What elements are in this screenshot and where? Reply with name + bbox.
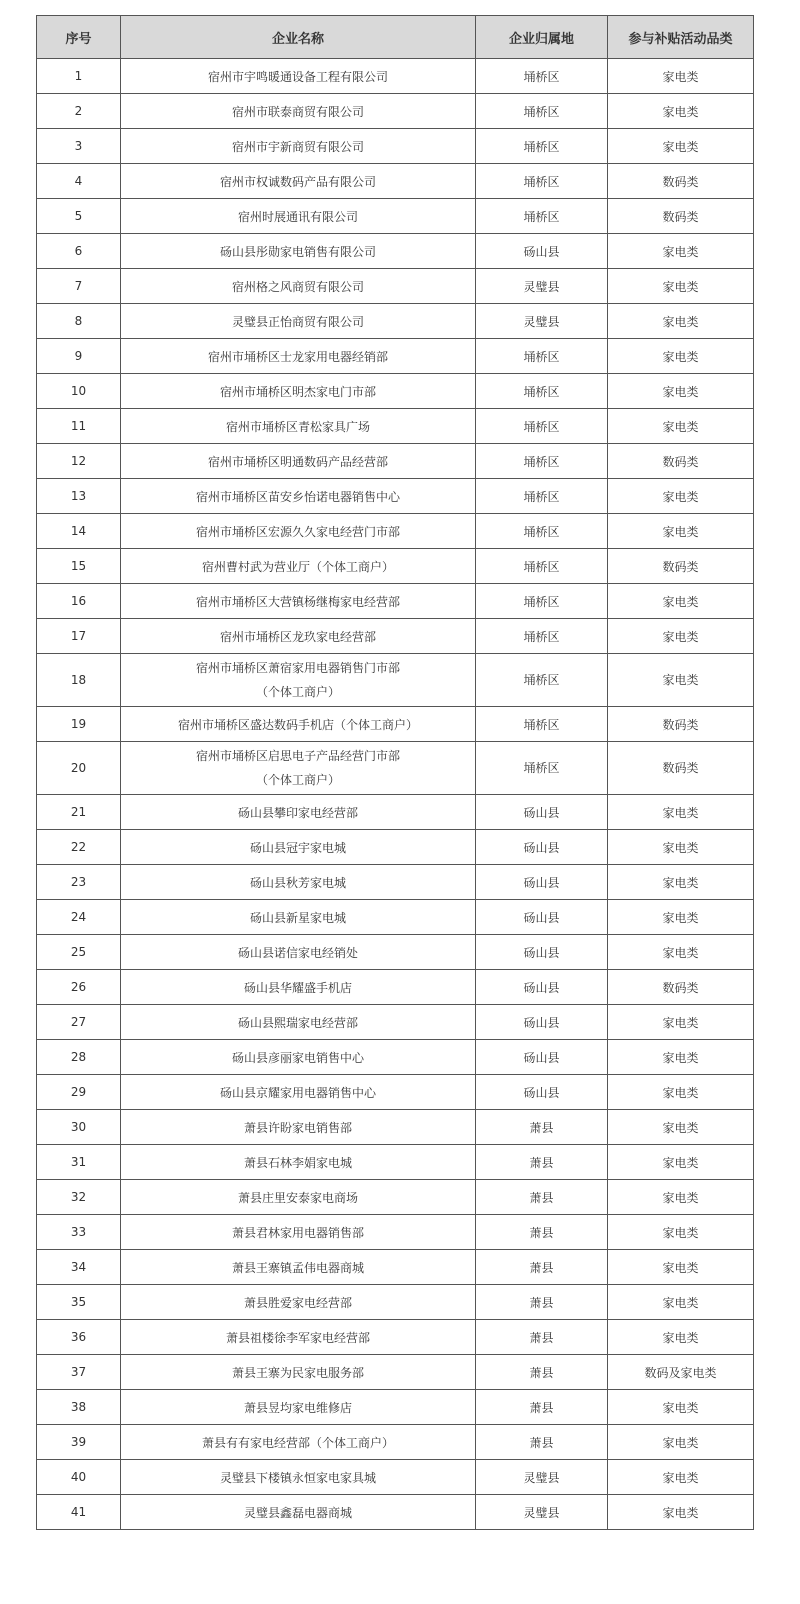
company-name-cell bbox=[121, 1320, 476, 1355]
company-name-cell bbox=[121, 830, 476, 865]
table-row bbox=[37, 795, 754, 830]
serial-number-cell: 15 bbox=[37, 549, 121, 584]
category-cell: 家电类 bbox=[608, 654, 754, 707]
serial-number-cell: 33 bbox=[37, 1215, 121, 1250]
serial-number-cell: 22 bbox=[37, 830, 121, 865]
district-cell: 萧县 bbox=[476, 1285, 608, 1320]
district-cell: 灵璧县 bbox=[476, 269, 608, 304]
company-name-line: 砀山县攀印家电经营部 bbox=[237, 805, 358, 820]
serial-number-cell: 7 bbox=[37, 269, 121, 304]
category-cell: 家电类 bbox=[608, 1215, 754, 1250]
category-cell: 家电类 bbox=[608, 59, 754, 94]
district-cell: 埇桥区 bbox=[476, 94, 608, 129]
district-cell: 萧县 bbox=[476, 1320, 608, 1355]
company-name-cell bbox=[121, 1460, 476, 1495]
header-district: 企业归属地 bbox=[476, 16, 608, 59]
district-cell: 埇桥区 bbox=[476, 164, 608, 199]
serial-number-cell: 27 bbox=[37, 1005, 121, 1040]
district-cell: 埇桥区 bbox=[476, 707, 608, 742]
company-name-line: 宿州市宇鸣暖通设备工程有限公司 bbox=[207, 69, 388, 84]
table-row bbox=[37, 1075, 754, 1110]
company-name-line: 宿州市埇桥区大营镇杨继梅家电经营部 bbox=[195, 594, 400, 609]
company-name-cell bbox=[121, 1110, 476, 1145]
company-name-line: 砀山县彤勋家电销售有限公司 bbox=[219, 244, 376, 259]
category-cell: 家电类 bbox=[608, 1285, 754, 1320]
serial-number-cell: 25 bbox=[37, 935, 121, 970]
company-name-cell bbox=[121, 1285, 476, 1320]
company-name-line: 萧县庄里安泰家电商场 bbox=[237, 1190, 358, 1205]
company-name-line: 萧县许盼家电销售部 bbox=[243, 1120, 352, 1135]
district-cell: 埇桥区 bbox=[476, 199, 608, 234]
company-name-line: 萧县石林李娟家电城 bbox=[243, 1155, 352, 1170]
district-cell: 埇桥区 bbox=[476, 549, 608, 584]
company-name-cell bbox=[121, 1250, 476, 1285]
serial-number-cell: 1 bbox=[37, 59, 121, 94]
company-name-line: 宿州市埇桥区明杰家电门市部 bbox=[219, 384, 376, 399]
district-cell: 埇桥区 bbox=[476, 374, 608, 409]
table-row bbox=[37, 409, 754, 444]
table-row bbox=[37, 1110, 754, 1145]
company-name-cell bbox=[121, 654, 476, 707]
district-cell: 砀山县 bbox=[476, 935, 608, 970]
serial-number-cell: 16 bbox=[37, 584, 121, 619]
table-row bbox=[37, 1495, 754, 1530]
company-name-line: 灵璧县鑫磊电器商城 bbox=[243, 1505, 352, 1520]
category-cell: 家电类 bbox=[608, 94, 754, 129]
serial-number-cell: 8 bbox=[37, 304, 121, 339]
company-name-cell bbox=[121, 900, 476, 935]
serial-number-cell: 38 bbox=[37, 1390, 121, 1425]
company-name-line: 宿州市埇桥区明通数码产品经营部 bbox=[207, 454, 388, 469]
table-row bbox=[37, 444, 754, 479]
serial-number-cell: 26 bbox=[37, 970, 121, 1005]
district-cell: 灵璧县 bbox=[476, 1495, 608, 1530]
district-cell: 砀山县 bbox=[476, 900, 608, 935]
company-name-line: 宿州时展通讯有限公司 bbox=[237, 209, 358, 224]
district-cell: 埇桥区 bbox=[476, 339, 608, 374]
district-cell: 萧县 bbox=[476, 1390, 608, 1425]
district-cell: 萧县 bbox=[476, 1180, 608, 1215]
company-name-line: 砀山县冠宇家电城 bbox=[249, 840, 346, 855]
header-company-name: 企业名称 bbox=[121, 16, 476, 59]
company-name-line: 砀山县熙瑞家电经营部 bbox=[237, 1015, 358, 1030]
company-name-cell bbox=[121, 1425, 476, 1460]
table-row bbox=[37, 707, 754, 742]
district-cell: 埇桥区 bbox=[476, 742, 608, 795]
company-name-cell bbox=[121, 269, 476, 304]
table-header-row bbox=[37, 16, 754, 59]
table-body bbox=[37, 59, 754, 1530]
serial-number-cell: 14 bbox=[37, 514, 121, 549]
table-row bbox=[37, 304, 754, 339]
serial-number-cell: 13 bbox=[37, 479, 121, 514]
serial-number-cell: 32 bbox=[37, 1180, 121, 1215]
serial-number-cell: 28 bbox=[37, 1040, 121, 1075]
table-row bbox=[37, 199, 754, 234]
district-cell: 砀山县 bbox=[476, 1075, 608, 1110]
serial-number-cell: 30 bbox=[37, 1110, 121, 1145]
district-cell: 砀山县 bbox=[476, 865, 608, 900]
table-row bbox=[37, 1355, 754, 1390]
company-name-line: 宿州市埇桥区青松家具广场 bbox=[225, 419, 370, 434]
category-cell: 家电类 bbox=[608, 935, 754, 970]
company-name-line: 萧县有有家电经营部（个体工商户） bbox=[201, 1435, 394, 1450]
serial-number-cell: 11 bbox=[37, 409, 121, 444]
company-name-line: 宿州市埇桥区萧宿家用电器销售门市部 bbox=[195, 661, 400, 675]
category-cell: 家电类 bbox=[608, 1075, 754, 1110]
company-name-cell bbox=[121, 1390, 476, 1425]
category-cell: 家电类 bbox=[608, 304, 754, 339]
category-cell: 家电类 bbox=[608, 1425, 754, 1460]
company-name-line: 宿州市埇桥区宏源久久家电经营门市部 bbox=[195, 524, 400, 539]
company-name-line: 宿州市宇新商贸有限公司 bbox=[231, 139, 364, 154]
table-row bbox=[37, 1425, 754, 1460]
category-cell: 家电类 bbox=[608, 514, 754, 549]
district-cell: 萧县 bbox=[476, 1215, 608, 1250]
category-cell: 家电类 bbox=[608, 1180, 754, 1215]
district-cell: 埇桥区 bbox=[476, 619, 608, 654]
company-name-line: 宿州市埇桥区苗安乡怡诺电器销售中心 bbox=[195, 489, 400, 504]
serial-number-cell: 40 bbox=[37, 1460, 121, 1495]
table-row bbox=[37, 1215, 754, 1250]
table-row bbox=[37, 339, 754, 374]
company-name-cell bbox=[121, 1180, 476, 1215]
company-name-line: 萧县君林家用电器销售部 bbox=[231, 1225, 364, 1240]
enterprise-table-container bbox=[36, 15, 753, 1530]
company-name-cell bbox=[121, 707, 476, 742]
serial-number-cell: 39 bbox=[37, 1425, 121, 1460]
company-name-line: 宿州市埇桥区启思电子产品经营门市部 bbox=[195, 749, 400, 763]
company-name-line: 宿州市埇桥区盛达数码手机店（个体工商户） bbox=[177, 717, 418, 732]
company-name-line: 砀山县京耀家用电器销售中心 bbox=[219, 1085, 376, 1100]
district-cell: 埇桥区 bbox=[476, 584, 608, 619]
company-name-cell bbox=[121, 1040, 476, 1075]
table-row bbox=[37, 1390, 754, 1425]
serial-number-cell: 36 bbox=[37, 1320, 121, 1355]
district-cell: 砀山县 bbox=[476, 1005, 608, 1040]
category-cell: 家电类 bbox=[608, 1005, 754, 1040]
category-cell: 数码类 bbox=[608, 199, 754, 234]
category-cell: 数码类 bbox=[608, 707, 754, 742]
category-cell: 家电类 bbox=[608, 374, 754, 409]
category-cell: 数码类 bbox=[608, 444, 754, 479]
company-name-line: 萧县胜爱家电经营部 bbox=[243, 1295, 352, 1310]
district-cell: 砀山县 bbox=[476, 830, 608, 865]
table-row bbox=[37, 654, 754, 707]
company-name-line: 宿州市埇桥区龙玖家电经营部 bbox=[219, 629, 376, 644]
table-row bbox=[37, 234, 754, 269]
table-row bbox=[37, 1145, 754, 1180]
category-cell: 家电类 bbox=[608, 129, 754, 164]
category-cell: 数码类 bbox=[608, 549, 754, 584]
category-cell: 家电类 bbox=[608, 1390, 754, 1425]
category-cell: 家电类 bbox=[608, 1145, 754, 1180]
category-cell: 家电类 bbox=[608, 1250, 754, 1285]
company-name-cell bbox=[121, 795, 476, 830]
company-name-cell bbox=[121, 1005, 476, 1040]
company-name-cell bbox=[121, 549, 476, 584]
serial-number-cell: 37 bbox=[37, 1355, 121, 1390]
company-name-line: 灵璧县正怡商贸有限公司 bbox=[231, 314, 364, 329]
serial-number-cell: 23 bbox=[37, 865, 121, 900]
district-cell: 埇桥区 bbox=[476, 654, 608, 707]
company-name-cell bbox=[121, 304, 476, 339]
table-row bbox=[37, 742, 754, 795]
category-cell: 家电类 bbox=[608, 584, 754, 619]
company-name-cell bbox=[121, 1075, 476, 1110]
company-name-line: 萧县王寨为民家电服务部 bbox=[231, 1365, 364, 1380]
company-name-cell bbox=[121, 479, 476, 514]
table-row bbox=[37, 94, 754, 129]
table-row bbox=[37, 129, 754, 164]
district-cell: 砀山县 bbox=[476, 795, 608, 830]
table-row bbox=[37, 1040, 754, 1075]
serial-number-cell: 29 bbox=[37, 1075, 121, 1110]
company-name-cell bbox=[121, 94, 476, 129]
company-name-cell bbox=[121, 1145, 476, 1180]
company-name-cell bbox=[121, 619, 476, 654]
table-row bbox=[37, 935, 754, 970]
company-name-line: 宿州曹村武为营业厅（个体工商户） bbox=[201, 559, 394, 574]
company-name-line: 宿州市埇桥区士龙家用电器经销部 bbox=[207, 349, 388, 364]
company-name-cell bbox=[121, 514, 476, 549]
table-row bbox=[37, 514, 754, 549]
serial-number-cell: 17 bbox=[37, 619, 121, 654]
category-cell: 数码类 bbox=[608, 742, 754, 795]
company-name-line: 砀山县秋芳家电城 bbox=[249, 875, 346, 890]
table-row bbox=[37, 164, 754, 199]
company-name-line: 砀山县新星家电城 bbox=[249, 910, 346, 925]
serial-number-cell: 12 bbox=[37, 444, 121, 479]
category-cell: 数码及家电类 bbox=[608, 1355, 754, 1390]
company-name-cell bbox=[121, 970, 476, 1005]
company-name-line: （个体工商户） bbox=[255, 685, 340, 699]
category-cell: 家电类 bbox=[608, 339, 754, 374]
serial-number-cell: 10 bbox=[37, 374, 121, 409]
district-cell: 埇桥区 bbox=[476, 479, 608, 514]
district-cell: 萧县 bbox=[476, 1250, 608, 1285]
table-row bbox=[37, 549, 754, 584]
district-cell: 萧县 bbox=[476, 1425, 608, 1460]
serial-number-cell: 24 bbox=[37, 900, 121, 935]
district-cell: 埇桥区 bbox=[476, 444, 608, 479]
company-name-cell bbox=[121, 374, 476, 409]
district-cell: 埇桥区 bbox=[476, 59, 608, 94]
category-cell: 家电类 bbox=[608, 900, 754, 935]
table-row bbox=[37, 374, 754, 409]
company-name-cell bbox=[121, 742, 476, 795]
company-name-line: 砀山县华耀盛手机店 bbox=[243, 980, 352, 995]
category-cell: 家电类 bbox=[608, 234, 754, 269]
serial-number-cell: 4 bbox=[37, 164, 121, 199]
header-serial-number: 序号 bbox=[37, 16, 121, 59]
district-cell: 埇桥区 bbox=[476, 409, 608, 444]
company-name-cell bbox=[121, 1355, 476, 1390]
company-name-line: 宿州市权诚数码产品有限公司 bbox=[219, 174, 376, 189]
company-name-cell bbox=[121, 164, 476, 199]
company-name-cell bbox=[121, 199, 476, 234]
serial-number-cell: 21 bbox=[37, 795, 121, 830]
company-name-cell bbox=[121, 865, 476, 900]
serial-number-cell: 20 bbox=[37, 742, 121, 795]
category-cell: 家电类 bbox=[608, 865, 754, 900]
company-name-cell bbox=[121, 444, 476, 479]
enterprise-table bbox=[36, 15, 754, 1530]
category-cell: 数码类 bbox=[608, 970, 754, 1005]
company-name-line: 砀山县诺信家电经销处 bbox=[237, 945, 358, 960]
category-cell: 家电类 bbox=[608, 1110, 754, 1145]
company-name-line: （个体工商户） bbox=[255, 773, 340, 787]
district-cell: 砀山县 bbox=[476, 234, 608, 269]
serial-number-cell: 18 bbox=[37, 654, 121, 707]
company-name-line: 萧县昱均家电维修店 bbox=[243, 1400, 352, 1415]
serial-number-cell: 2 bbox=[37, 94, 121, 129]
table-row bbox=[37, 619, 754, 654]
table-row bbox=[37, 1250, 754, 1285]
category-cell: 家电类 bbox=[608, 830, 754, 865]
serial-number-cell: 19 bbox=[37, 707, 121, 742]
table-row bbox=[37, 1460, 754, 1495]
table-row bbox=[37, 1285, 754, 1320]
district-cell: 萧县 bbox=[476, 1355, 608, 1390]
company-name-cell bbox=[121, 129, 476, 164]
serial-number-cell: 35 bbox=[37, 1285, 121, 1320]
district-cell: 砀山县 bbox=[476, 1040, 608, 1075]
company-name-cell bbox=[121, 59, 476, 94]
table-row bbox=[37, 59, 754, 94]
serial-number-cell: 6 bbox=[37, 234, 121, 269]
table-row bbox=[37, 1005, 754, 1040]
company-name-line: 萧县王寨镇孟伟电器商城 bbox=[231, 1260, 364, 1275]
district-cell: 砀山县 bbox=[476, 970, 608, 1005]
company-name-cell bbox=[121, 935, 476, 970]
table-row bbox=[37, 865, 754, 900]
company-name-line: 宿州格之风商贸有限公司 bbox=[231, 279, 364, 294]
company-name-line: 萧县祖楼徐李军家电经营部 bbox=[225, 1330, 370, 1345]
serial-number-cell: 5 bbox=[37, 199, 121, 234]
district-cell: 萧县 bbox=[476, 1110, 608, 1145]
company-name-cell bbox=[121, 339, 476, 374]
category-cell: 家电类 bbox=[608, 1040, 754, 1075]
serial-number-cell: 9 bbox=[37, 339, 121, 374]
category-cell: 家电类 bbox=[608, 1320, 754, 1355]
table-row bbox=[37, 900, 754, 935]
category-cell: 家电类 bbox=[608, 269, 754, 304]
serial-number-cell: 3 bbox=[37, 129, 121, 164]
category-cell: 家电类 bbox=[608, 619, 754, 654]
company-name-line: 灵璧县下楼镇永恒家电家具城 bbox=[219, 1470, 376, 1485]
category-cell: 家电类 bbox=[608, 479, 754, 514]
company-name-cell bbox=[121, 584, 476, 619]
district-cell: 埇桥区 bbox=[476, 129, 608, 164]
table-row bbox=[37, 830, 754, 865]
table-row bbox=[37, 479, 754, 514]
table-row bbox=[37, 1320, 754, 1355]
table-row bbox=[37, 584, 754, 619]
serial-number-cell: 41 bbox=[37, 1495, 121, 1530]
company-name-cell bbox=[121, 1215, 476, 1250]
category-cell: 家电类 bbox=[608, 1495, 754, 1530]
district-cell: 灵璧县 bbox=[476, 1460, 608, 1495]
company-name-line: 宿州市联泰商贸有限公司 bbox=[231, 104, 364, 119]
table-row bbox=[37, 970, 754, 1005]
category-cell: 家电类 bbox=[608, 1460, 754, 1495]
district-cell: 萧县 bbox=[476, 1145, 608, 1180]
district-cell: 埇桥区 bbox=[476, 514, 608, 549]
company-name-line: 砀山县彦丽家电销售中心 bbox=[231, 1050, 364, 1065]
category-cell: 家电类 bbox=[608, 795, 754, 830]
category-cell: 数码类 bbox=[608, 164, 754, 199]
table-row bbox=[37, 269, 754, 304]
header-subsidy-category: 参与补贴活动品类 bbox=[608, 16, 754, 59]
serial-number-cell: 34 bbox=[37, 1250, 121, 1285]
company-name-cell bbox=[121, 234, 476, 269]
district-cell: 灵璧县 bbox=[476, 304, 608, 339]
company-name-cell bbox=[121, 409, 476, 444]
category-cell: 家电类 bbox=[608, 409, 754, 444]
serial-number-cell: 31 bbox=[37, 1145, 121, 1180]
company-name-cell bbox=[121, 1495, 476, 1530]
table-row bbox=[37, 1180, 754, 1215]
